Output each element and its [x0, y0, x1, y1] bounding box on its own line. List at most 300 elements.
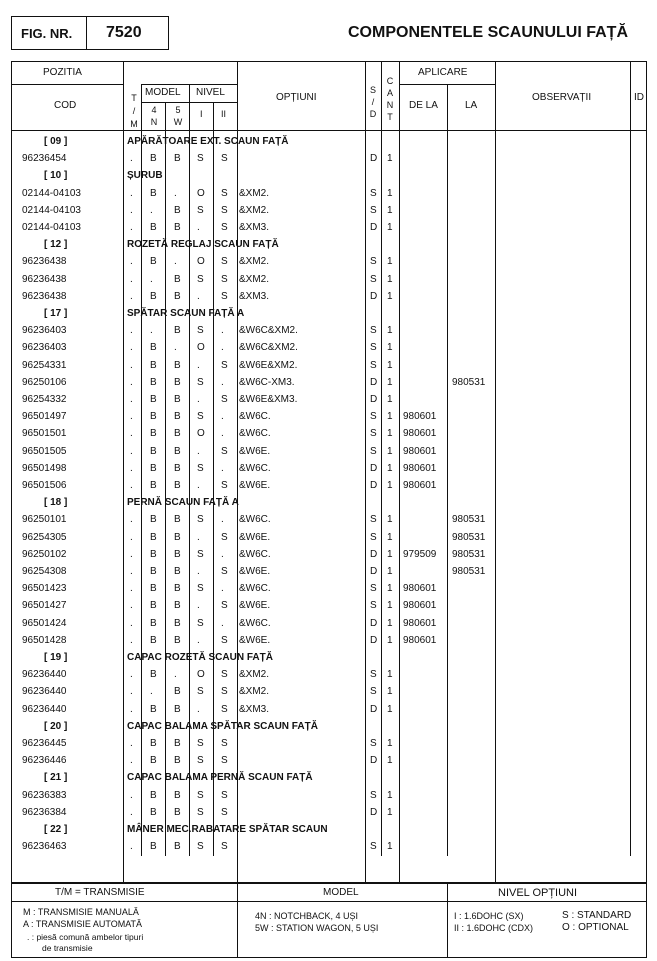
fig-nr-value: 7520	[106, 24, 142, 41]
part-m5: B	[174, 222, 181, 233]
part-n1: .	[197, 445, 200, 457]
legend-nivel-o: O : OPTIONAL	[562, 922, 629, 933]
part-tm: .	[130, 738, 133, 749]
part-cant: 1	[387, 187, 393, 199]
part-cod: 96236454	[22, 153, 67, 165]
group-description: MÂNER MEC.RABATARE SPĂTAR SCAUN	[127, 824, 328, 835]
legend-model-5w: 5W : STATION WAGON, 5 UȘI	[255, 923, 379, 933]
legend-nivel-ii: II : 1.6DOHC (CDX)	[454, 923, 534, 933]
part-de-la: 979509	[403, 548, 437, 560]
part-n2: .	[221, 548, 224, 560]
part-n2: S	[221, 204, 228, 216]
part-cod: 96250101	[22, 514, 67, 526]
part-cod: 96236440	[22, 669, 67, 681]
part-m5: B	[174, 273, 181, 285]
part-m4: B	[150, 531, 157, 543]
part-cod: 96501428	[22, 634, 67, 646]
part-sd: S	[370, 273, 377, 285]
part-n2: S	[221, 153, 228, 165]
header-observatii: OBSERVAȚII	[532, 92, 592, 103]
part-m5: B	[174, 617, 181, 629]
header-sd: S / D	[369, 85, 377, 119]
part-de-la: 980601	[403, 428, 437, 440]
part-cod: 96236445	[22, 738, 67, 749]
part-n2: S	[221, 806, 228, 818]
part-tm: .	[130, 342, 133, 354]
part-m4: .	[150, 686, 153, 698]
part-de-la: 980601	[403, 462, 437, 474]
part-cod: 02144-04103	[22, 222, 81, 233]
part-n1: S	[197, 583, 204, 595]
part-m4: B	[150, 600, 157, 612]
part-n2: S	[221, 222, 228, 233]
part-m4: B	[150, 256, 157, 268]
part-cant: 1	[387, 703, 393, 715]
group-description: CAPAC BALAMA PERNĂ SCAUN FAȚĂ	[127, 772, 313, 784]
part-n2: S	[221, 290, 228, 302]
part-n2: S	[221, 703, 228, 715]
part-tm: .	[130, 462, 133, 474]
part-n1: S	[197, 514, 204, 526]
part-m5: B	[174, 583, 181, 595]
part-sd: S	[370, 738, 377, 749]
part-cant: 1	[387, 290, 393, 302]
part-n2: .	[221, 376, 224, 388]
header-tm: T / M	[130, 93, 138, 129]
part-tm: .	[130, 703, 133, 715]
part-tm: .	[130, 153, 133, 165]
part-sd: S	[370, 359, 377, 371]
part-m4: B	[150, 394, 157, 405]
part-cod: 96236383	[22, 789, 67, 801]
part-la: 980531	[452, 548, 486, 560]
part-cant: 1	[387, 634, 393, 646]
group-position: [ 17 ]	[44, 308, 68, 319]
part-m4: B	[150, 462, 157, 474]
part-m5: .	[174, 256, 177, 268]
part-la: 980531	[452, 514, 486, 526]
part-n2: S	[221, 755, 228, 767]
part-cod: 96236463	[22, 841, 67, 853]
part-m4: B	[150, 617, 157, 629]
part-cod: 96236384	[22, 806, 67, 818]
header-la: LA	[465, 100, 478, 111]
group-position: [ 10 ]	[44, 170, 68, 182]
part-m4: B	[150, 634, 157, 646]
part-sd: D	[370, 153, 378, 165]
part-cod: 96236438	[22, 290, 67, 302]
group-position: [ 21 ]	[44, 772, 68, 784]
part-cod: 96236438	[22, 256, 67, 268]
part-sd: D	[370, 394, 378, 405]
part-cant: 1	[387, 686, 393, 698]
part-m5: B	[174, 376, 181, 388]
part-de-la: 980601	[403, 445, 437, 457]
group-description: ROZETĂ REGLAJ SCAUN FAȚĂ	[127, 239, 279, 251]
header-4n: 4 N	[150, 105, 158, 127]
part-n1: .	[197, 531, 200, 543]
part-cod: 96501427	[22, 600, 67, 612]
part-cant: 1	[387, 204, 393, 216]
part-n1: O	[197, 187, 205, 199]
part-opt: &XM2.	[239, 686, 270, 698]
part-n1: S	[197, 325, 204, 337]
part-tm: .	[130, 600, 133, 612]
part-m5: B	[174, 462, 181, 474]
part-m5: B	[174, 514, 181, 526]
part-opt: &XM2.	[239, 187, 270, 199]
part-opt: &W6C&XM2.	[239, 325, 298, 337]
part-opt: &XM2.	[239, 256, 270, 268]
part-opt: &W6C.	[239, 617, 271, 629]
part-m5: B	[174, 204, 181, 216]
part-n2: S	[221, 634, 228, 646]
part-m5: B	[174, 841, 181, 853]
part-cant: 1	[387, 669, 393, 681]
group-description: PERNĂ SCAUN FAȚĂ A	[127, 497, 239, 509]
part-n2: S	[221, 445, 228, 457]
part-m5: B	[174, 153, 181, 165]
part-tm: .	[130, 428, 133, 440]
part-opt: &W6E.	[239, 480, 271, 491]
part-n1: .	[197, 222, 200, 233]
part-m4: B	[150, 411, 157, 423]
part-sd: S	[370, 583, 377, 595]
part-m5: B	[174, 359, 181, 371]
part-cant: 1	[387, 376, 393, 388]
header-pozitia: POZITIA	[43, 67, 82, 78]
part-m5: .	[174, 342, 177, 354]
legend-tm-dot-1: . : piesă comună ambelor tipuri	[27, 932, 144, 942]
header-nivel-ii: II	[221, 109, 227, 119]
part-la: 980531	[452, 531, 486, 543]
part-sd: D	[370, 634, 378, 646]
part-n1: O	[197, 256, 205, 268]
part-sd: D	[370, 376, 378, 388]
part-n2: S	[221, 686, 228, 698]
part-tm: .	[130, 669, 133, 681]
part-n1: S	[197, 411, 204, 423]
part-tm: .	[130, 841, 133, 853]
part-n1: .	[197, 703, 200, 715]
part-m4: B	[150, 548, 157, 560]
part-n1: .	[197, 290, 200, 302]
part-m4: .	[150, 325, 153, 337]
part-tm: .	[130, 325, 133, 337]
part-m5: B	[174, 325, 181, 337]
part-sd: D	[370, 480, 378, 491]
part-m5: B	[174, 738, 181, 749]
part-cant: 1	[387, 428, 393, 440]
part-cant: 1	[387, 514, 393, 526]
part-cant: 1	[387, 462, 393, 474]
part-opt: &W6E.	[239, 566, 271, 577]
part-tm: .	[130, 394, 133, 405]
part-sd: S	[370, 187, 377, 199]
part-opt: &W6C&XM2.	[239, 342, 298, 354]
part-tm: .	[130, 531, 133, 543]
part-m4: B	[150, 153, 157, 165]
group-position: [ 22 ]	[44, 824, 68, 835]
part-sd: S	[370, 531, 377, 543]
header-5w: 5 W	[173, 105, 183, 127]
part-cant: 1	[387, 566, 393, 577]
legend-model-4n: 4N : NOTCHBACK, 4 UȘI	[255, 911, 359, 921]
part-sd: D	[370, 703, 378, 715]
part-opt: &XM3.	[239, 222, 270, 233]
part-sd: D	[370, 290, 378, 302]
part-n2: .	[221, 462, 224, 474]
part-m5: B	[174, 445, 181, 457]
part-m4: B	[150, 806, 157, 818]
group-position: [ 19 ]	[44, 652, 68, 663]
part-n2: .	[221, 428, 224, 440]
part-opt: &W6C.	[239, 514, 271, 526]
part-tm: .	[130, 256, 133, 268]
part-sd: S	[370, 600, 377, 612]
part-n2: .	[221, 514, 224, 526]
part-m5: B	[174, 394, 181, 405]
part-cant: 1	[387, 394, 393, 405]
part-cant: 1	[387, 153, 393, 165]
part-cod: 96250102	[22, 548, 67, 560]
part-tm: .	[130, 514, 133, 526]
part-tm: .	[130, 290, 133, 302]
part-cod: 96236446	[22, 755, 67, 767]
part-m5: B	[174, 806, 181, 818]
part-n1: O	[197, 428, 205, 440]
part-sd: S	[370, 428, 377, 440]
part-m4: B	[150, 566, 157, 577]
part-opt: &W6E.	[239, 531, 271, 543]
part-m4: .	[150, 273, 153, 285]
part-opt: &XM3.	[239, 703, 270, 715]
part-opt: &W6E&XM2.	[239, 359, 298, 371]
part-cod: 96501423	[22, 583, 67, 595]
header-nivel: NIVEL	[196, 87, 225, 98]
part-sd: S	[370, 256, 377, 268]
part-cod: 96236438	[22, 273, 67, 285]
part-n1: S	[197, 462, 204, 474]
part-sd: D	[370, 566, 378, 577]
part-n2: .	[221, 583, 224, 595]
part-n2: S	[221, 480, 228, 491]
part-n1: S	[197, 755, 204, 767]
part-n1: S	[197, 376, 204, 388]
legend-model-header: MODEL	[323, 887, 359, 898]
part-tm: .	[130, 376, 133, 388]
part-opt: &XM2.	[239, 669, 270, 681]
part-m4: B	[150, 187, 157, 199]
part-cant: 1	[387, 755, 393, 767]
legend-nivel-header: NIVEL OPȚIUNI	[498, 887, 578, 899]
legend-tm-header: T/M = TRANSMISIE	[55, 887, 145, 898]
part-n1: O	[197, 669, 205, 681]
part-m5: B	[174, 411, 181, 423]
part-opt: &W6C.	[239, 462, 271, 474]
part-n2: S	[221, 566, 228, 577]
part-opt: &XM3.	[239, 290, 270, 302]
group-position: [ 09 ]	[44, 136, 68, 147]
header-nivel-i: I	[200, 109, 203, 119]
group-description: CAPAC ROZETĂ SCAUN FAȚĂ	[127, 652, 273, 663]
part-opt: &W6C.	[239, 583, 271, 595]
part-n1: S	[197, 617, 204, 629]
part-tm: .	[130, 789, 133, 801]
part-m4: B	[150, 738, 157, 749]
part-m4: B	[150, 669, 157, 681]
part-sd: S	[370, 669, 377, 681]
part-m4: B	[150, 841, 157, 853]
part-cod: 96236403	[22, 325, 67, 337]
part-m4: B	[150, 755, 157, 767]
part-n2: .	[221, 342, 224, 354]
part-cant: 1	[387, 548, 393, 560]
part-m4: B	[150, 789, 157, 801]
part-tm: .	[130, 634, 133, 646]
part-n2: .	[221, 325, 224, 337]
part-opt: &W6E.	[239, 634, 271, 646]
part-m4: .	[150, 204, 153, 216]
legend-tm-m: M : TRANSMISIE MANUALĂ	[23, 907, 139, 917]
part-de-la: 980601	[403, 617, 437, 629]
part-n2: S	[221, 256, 228, 268]
part-n1: .	[197, 634, 200, 646]
part-m4: B	[150, 290, 157, 302]
part-n1: .	[197, 394, 200, 405]
part-de-la: 980601	[403, 634, 437, 646]
part-m5: .	[174, 669, 177, 681]
part-n2: S	[221, 359, 228, 371]
part-n2: S	[221, 273, 228, 285]
part-de-la: 980601	[403, 480, 437, 491]
part-cant: 1	[387, 738, 393, 749]
part-m5: B	[174, 566, 181, 577]
part-cant: 1	[387, 531, 393, 543]
part-tm: .	[130, 222, 133, 233]
page-title: COMPONENTELE SCAUNULUI FAȚĂ	[348, 24, 628, 41]
legend-tm-a: A : TRANSMISIE AUTOMATĂ	[23, 919, 143, 929]
part-m5: .	[174, 187, 177, 199]
part-cod: 96501498	[22, 462, 67, 474]
group-description: CAPAC BALAMA SPĂTAR SCAUN FAȚĂ	[127, 720, 318, 732]
header-optiuni: OPȚIUNI	[276, 92, 317, 103]
part-n1: S	[197, 806, 204, 818]
part-n2: S	[221, 789, 228, 801]
part-n1: S	[197, 686, 204, 698]
part-sd: D	[370, 222, 378, 233]
part-m5: B	[174, 531, 181, 543]
part-n1: S	[197, 548, 204, 560]
header-cant: C A N T	[386, 76, 394, 122]
part-n2: S	[221, 669, 228, 681]
part-m5: B	[174, 789, 181, 801]
part-cod: 96501506	[22, 480, 67, 491]
group-position: [ 20 ]	[44, 720, 68, 732]
part-n2: S	[221, 531, 228, 543]
part-cod: 96236440	[22, 686, 67, 698]
part-n1: S	[197, 789, 204, 801]
part-cod: 96501497	[22, 411, 67, 423]
part-cant: 1	[387, 411, 393, 423]
part-m5: B	[174, 428, 181, 440]
group-description: APĂRĂTOARE EXT. SCAUN FAȚĂ	[127, 136, 289, 147]
part-m4: B	[150, 514, 157, 526]
header-aplicare: APLICARE	[418, 67, 468, 78]
part-m5: B	[174, 290, 181, 302]
part-sd: S	[370, 514, 377, 526]
part-n1: S	[197, 273, 204, 285]
part-cod: 96254308	[22, 566, 67, 577]
part-n2: S	[221, 187, 228, 199]
part-opt: &XM2.	[239, 273, 270, 285]
part-n1: .	[197, 359, 200, 371]
part-m5: B	[174, 548, 181, 560]
part-n2: .	[221, 411, 224, 423]
part-m4: B	[150, 703, 157, 715]
part-la: 980531	[452, 376, 486, 388]
part-sd: D	[370, 806, 378, 818]
part-tm: .	[130, 411, 133, 423]
part-tm: .	[130, 273, 133, 285]
part-m4: B	[150, 445, 157, 457]
part-tm: .	[130, 445, 133, 457]
part-de-la: 980601	[403, 411, 437, 423]
part-n1: .	[197, 566, 200, 577]
part-opt: &W6C.	[239, 428, 271, 440]
part-tm: .	[130, 187, 133, 199]
part-sd: S	[370, 342, 377, 354]
header-cod: COD	[54, 100, 77, 111]
part-m4: B	[150, 222, 157, 233]
parts-table	[11, 61, 647, 883]
part-opt: &W6E.	[239, 445, 271, 457]
part-opt: &W6E.	[239, 600, 271, 612]
part-n1: O	[197, 342, 205, 354]
header-model: MODEL	[145, 87, 181, 98]
part-sd: S	[370, 204, 377, 216]
part-cant: 1	[387, 342, 393, 354]
part-n1: .	[197, 480, 200, 491]
part-sd: S	[370, 445, 377, 457]
part-opt: &W6C.	[239, 411, 271, 423]
part-cant: 1	[387, 359, 393, 371]
part-n1: .	[197, 600, 200, 612]
part-cant: 1	[387, 583, 393, 595]
part-cant: 1	[387, 256, 393, 268]
part-cant: 1	[387, 325, 393, 337]
part-cod: 96236440	[22, 703, 67, 715]
part-m5: B	[174, 634, 181, 646]
part-cod: 96501505	[22, 445, 67, 457]
part-de-la: 980601	[403, 600, 437, 612]
part-tm: .	[130, 359, 133, 371]
part-m5: B	[174, 600, 181, 612]
part-sd: S	[370, 325, 377, 337]
legend-tm-dot-2: de transmisie	[42, 943, 93, 953]
part-sd: S	[370, 411, 377, 423]
part-sd: S	[370, 789, 377, 801]
part-m5: B	[174, 755, 181, 767]
part-sd: D	[370, 755, 378, 767]
part-opt: &W6C-XM3.	[239, 376, 295, 388]
part-sd: D	[370, 617, 378, 629]
part-tm: .	[130, 566, 133, 577]
part-sd: D	[370, 548, 378, 560]
part-opt: &W6C.	[239, 548, 271, 560]
part-cant: 1	[387, 617, 393, 629]
part-cod: 02144-04103	[22, 187, 81, 199]
